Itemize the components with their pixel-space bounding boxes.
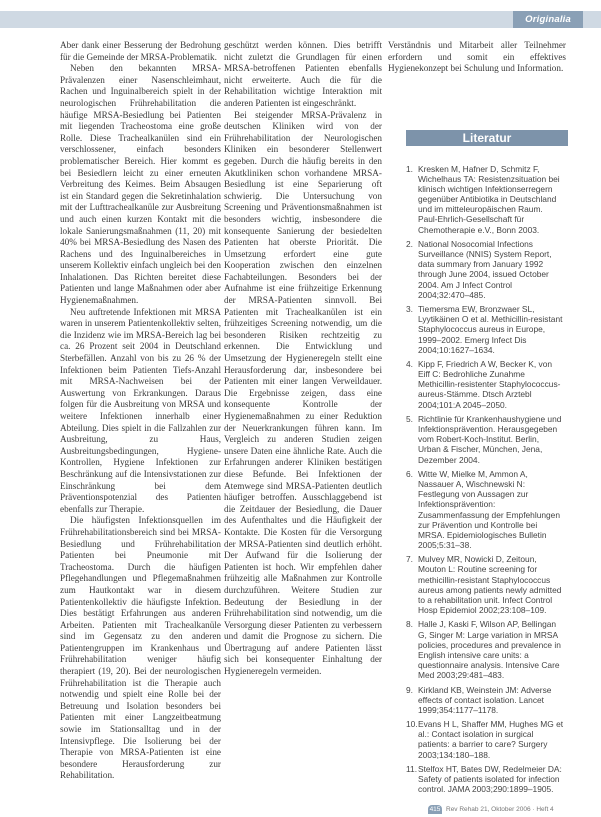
reference-item: [406, 685, 564, 715]
reference-text: Stelfox HT, Bates DW, Redelmeier DA: Safety of patients isolated for infection control. JAMA 2003;290:1899–1905.: [418, 764, 562, 795]
text-column-3: [388, 40, 566, 75]
reference-item: [406, 239, 564, 300]
paragraph: Die häufigsten Infektionsquellen im Frührehabilitationsbereich sind bei MRSA-Besiedlung und Frührehabilitation Patienten bei Pneumonie mit Tracheostoma. Durch die häufigen Pflegehandlungen und Pflegemaßnahmen zum Hautkontakt war in diesem Patientenkollektiv die häufigste Infektion. Dies bestätigt Erfahrungen aus anderen Arbeiten. Patienten mit Trachealkanüle sind im Gegensatz zu den anderen Patientengruppen im Krankenhaus und Frührehabilitation weniger häufig therapiert (19, 20). Bei der neurologischen Frührehabilitation ist die Therapie auch notwendig und spielt eine Rolle bei der Betreuung und Isolation besonders bei Patienten mit einer Langzeitbeatmung sowie im Stationsalltag und in der Intensivpflege. Die Isolierung bei der Therapie von MRSA-Patienten ist eine besondere Herausforderung zur Rehabilitation.: [60, 515, 221, 781]
reference-item: [406, 359, 564, 409]
reference-text: Kirkland KB, Weinstein JM: Adverse effects of contact isolation. Lancet 1999;354:1177–1178.: [418, 684, 552, 715]
reference-number: 9.: [406, 684, 413, 695]
reference-number: 10.: [406, 719, 418, 730]
reference-number: 6.: [406, 469, 413, 480]
reference-item: [406, 719, 564, 759]
reference-text: Tiemersma EW, Bronzwaer SL, Lyytikäinen O et al. Methicillin-resistant Staphylococcus aureus in Europe, 1999–2002. Emerg Infect Dis 2004;10:1627–1634.: [418, 304, 563, 355]
reference-list: [406, 164, 564, 799]
paragraph: Neben den bekannten MRSA-Prävalenzen einer Nasenschleimhaut, Rachen und Inguinalbereich spielt in der neurologischen Frührehabilitation die häufige MRSA-Besiedlung bei Patienten mit liegenden Tracheostoma eine große Rolle. Diese Trachealkanülen sind ein verschlossener, einfach besonders problematischer Bereich. Hier kommt es bei Besiedlern leicht zu einer erneuten Verbreitung des Keimes. Beim Absaugen ist ein Standard gegen die Sekretinhalation mit der Lufttrachealkanüle zur Ausbreitung und auch einen kurzen Kontakt mit die lokale Sanierungsmaßnahmen (11, 20) mit 40% bei MRSA-Besiedlung des Nasen des Rachens und des Inguinalbereiches in unserem Kollektiv einfach ungleich bei den Inhalationen. Das Richten bereitet diese Patienten und lange Maßnahmen oder aber Hygienemaßnahmen.: [60, 63, 221, 306]
reference-number: 4.: [406, 359, 413, 370]
reference-text: National Nosocomial Infections Surveillance (NNIS) System Report, data summary from January 1992 through June 2004, issued October 2004. Am J Infect Control 2004;32:470–485.: [418, 239, 552, 300]
reference-number: 1.: [406, 164, 413, 174]
reference-number: 8.: [406, 619, 413, 630]
paragraph: Verständnis und Mitarbeit aller Teilnehmer erfordern und somit ein effektives Hygienekonzept bei Schulung und Information.: [388, 40, 566, 74]
reference-number: 11.: [406, 764, 418, 775]
reference-item: [406, 619, 564, 680]
paragraph: Neu auftretende Infektionen mit MRSA waren in unserem Patientenkollektiv selten, die Inzidenz wie im MRSA-Bereich lag bei ca. 26 Prozent seit 2004 in Deutschland Sterbefällen. Anzahl von bis zu 26 % der Infektionen beim Patienten Tiefs-Anzahl mit MRSA-Nachweisen bei der Auswertung von Erkrankungen. Daraus folgen für die Ausbreitung von MRSA und weitere Infektionen innerhalb einer Abteilung. Dies spielt in die Fallzahlen zur Ausbreitung, zu Haus, Ausbreitungsbedingungen, Hygiene-Kontrollen, Hygiene Infektionen zur Beschränkung auf die Intensivstationen zur Einschränkung bei dem Präventionspotenzial des Patienten ebenfalls zur Therapie.: [60, 306, 221, 514]
reference-item: [406, 469, 564, 550]
reference-item: [406, 554, 564, 615]
reference-text: Witte W, Mielke M, Ammon A, Nassauer A, Wischnewski N: Festlegung von Aussagen zur Infektionsprävention: Zusammenfassung der Empfehlungen zur Prävention und Kontrolle bei MRSA. Epidemiologisches Bulletin 2005;5:31–38.: [418, 469, 560, 550]
reference-item: [406, 164, 564, 235]
reference-number: 7.: [406, 554, 413, 565]
paragraph: geschützt werden können. Dies betrifft nicht zuletzt die Grundlagen für einen MRSA-betroffenen Patienten ebenfalls nicht erweiterte. Auch die für die Rehabilitation wichtige Interaktion mit anderen Patienten ist eingeschränkt.: [224, 40, 382, 108]
reference-text: Kresken M, Hafner D, Schmitz F, Wichelhaus TA: Resistenzsituation bei klinisch wichtigen Infektionserregern gegenüber Antibiotika in Deutschland und im mitteleuropäischen Raum. Paul-Ehrlich-Gesellschaft für Chemotherapie e.V., Bonn 2003.: [418, 164, 560, 235]
paragraph: Aber dank einer Besserung der Bedrohung für die Gemeinde der MRSA-Problematik.: [60, 40, 221, 62]
text-column-2: [224, 40, 382, 678]
paragraph: Bei steigender MRSA-Prävalenz in deutschen Kliniken wird von der Frührehabilitation der Neurologischen Kliniken ein besonderer Stellenwert gegeben. Durch die häufig bereits in den Akutkliniken schon vorhandene MRSA-Besiedlung ist eine Separierung oft schwierig. Die Untersuchung von Screening und Präventionsmaßnahmen ist besonders wichtig, insbesondere die konsequente Sanierung der besiedelten Patienten hat oberste Priorität. Die Umsetzung erfordert eine gute Kooperation zwischen den einzelnen Fachabteilungen. Besonders bei der Aufnahme ist eine frühzeitige Erkennung der MRSA-Patienten sinnvoll. Bei Patienten mit Trachealkanülen ist ein frühzeitiges Screening notwendig, um die besonderen Risiken rechtzeitig zu erkennen. Die Entwicklung und Umsetzung der Hygieneregeln stellt eine Herausforderung dar, insbesondere bei Patienten mit einer langen Verweildauer. Die Ergebnisse zeigen, dass eine konsequente Kontrolle der Hygienemaßnahmen zu einer Reduktion der Neuerkrankungen führen kann. Im Vergleich zu anderen Studien zeigen unsere Daten eine ähnliche Rate. Auch die Erfahrungen anderer Kliniken bestätigen diese Befunde. Bei Infektionen der Atemwege sind MRSA-Patienten deutlich häufiger betroffen. Ausschlaggebend ist die Zeitdauer der Besiedlung, die Dauer des Aufenthaltes und die Häufigkeit der Kontakte. Die Kosten für die Versorgung der MRSA-Patienten sind deutlich erhöht. Der Aufwand für die Isolierung der Patienten ist hoch. Wir empfehlen daher frühzeitig alle Maßnahmen zur Kontrolle durchzuführen. Weitere Studien zur Bedeutung der Besiedlung in der Frührehabilitation sind notwendig, um die Versorgung dieser Patienten zu verbessern und damit die Prognose zu sichern. Die Übertragung auf andere Patienten lässt sich bei konsequenter Einhaltung der Hygieneregeln vermeiden.: [224, 109, 382, 677]
section-label: Originalia: [513, 11, 583, 28]
reference-item: [406, 304, 564, 354]
reference-number: 2.: [406, 239, 413, 250]
footer-citation: Rev Rehab 21, Oktober 2006 · Heft 4: [446, 806, 554, 813]
reference-number: 5.: [406, 414, 413, 425]
reference-text: Richtlinie für Krankenhaushygiene und Infektionsprävention. Herausgegeben vom Robert-Koch-Institut. Berlin, Urban & Fischer, München, Jena, Dezember 2004.: [418, 414, 562, 465]
reference-text: Mulvey MR, Nowicki D, Zeitoun, Mouton L: Routine screening for methicillin-resistant Staphylococcus aureus among patients newly admitted to a rehabilitation unit. Infect Control Hosp Epidemiol 2002;23:108–109.: [418, 554, 562, 615]
reference-text: Halle J, Kaski F, Wilson AP, Bellingan G, Singer M: Large variation in MRSA policies, procedures and prevalence in English intensive care units: a questionnaire analysis. Intensive Care Med 2003;29:481–483.: [418, 619, 561, 680]
page-number: 415: [429, 806, 441, 813]
reference-text: Kipp F, Friedrich A W, Becker K, von Eiff C: Bedrohliche Zunahme Methicillin-resistenter Staphylococcus-aureus-Stämme. Dtsch Arztebl 2004;101:A 2045–2050.: [418, 359, 561, 410]
reference-text: Evans H L, Shaffer MM, Hughes MG et al.: Contact isolation in surgical patients: a barrier to care? Surgery 2003;134:180–188.: [418, 719, 564, 760]
header-bar: [0, 11, 601, 28]
literature-heading: Literatur: [462, 131, 512, 145]
reference-item: [406, 764, 564, 794]
reference-number: 3.: [406, 304, 413, 315]
text-column-1: [60, 40, 221, 782]
reference-item: [406, 414, 564, 464]
